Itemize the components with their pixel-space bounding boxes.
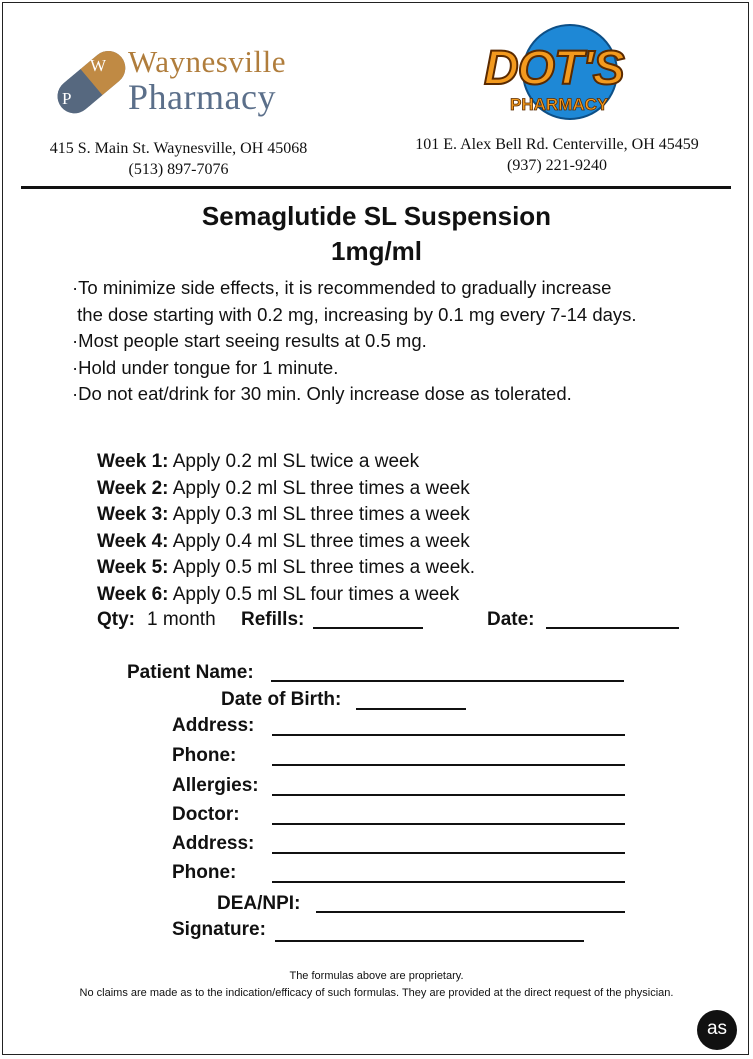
waynesville-pill-logo — [48, 40, 133, 125]
week-label: Week 3: — [97, 504, 169, 525]
svg-text:PHARMACY: PHARMACY — [510, 95, 609, 114]
header-divider — [21, 186, 731, 189]
waynesville-contact — [26, 138, 331, 180]
patient-phone-label: Phone: — [172, 745, 237, 766]
week-dose: Apply 0.4 ml SL three times a week — [168, 530, 470, 552]
waynesville-name-line2: Pharmacy — [128, 77, 276, 117]
refills-label: Refills: — [241, 609, 305, 630]
svg-text:P: P — [62, 89, 72, 108]
instruction-line: the dose starting with 0.2 mg, increasing by 0.1 mg every 7-14 days. — [72, 303, 637, 325]
patient-address-label: Address: — [172, 715, 255, 736]
week-dose: Apply 0.2 ml SL three times a week — [168, 477, 470, 499]
instruction-line: ·To minimize side effects, it is recommended to gradually increase — [72, 277, 612, 298]
week-label: Week 5: — [97, 557, 169, 578]
author-badge: as — [697, 1010, 737, 1050]
schedule-row — [97, 449, 475, 476]
waynesville-address: 415 S. Main St. Waynesville, OH 45068 — [49, 140, 308, 157]
svg-text:DOT'S: DOT'S — [484, 42, 624, 95]
dots-pharmacy-logo — [478, 20, 638, 125]
schedule-row — [97, 555, 475, 582]
week-dose: Apply 0.5 ml SL three times a week. — [168, 557, 476, 578]
product-strength: 1mg/ml — [330, 236, 423, 266]
schedule-row — [97, 582, 475, 609]
instruction-line: ·Do not eat/drink for 30 min. Only increase dose as tolerated. — [72, 383, 572, 404]
dots-phone: (937) 221-9240 — [507, 157, 607, 174]
instructions-list — [72, 275, 637, 408]
week-label: Week 4: — [97, 530, 169, 552]
footer-line2: No claims are made as to the indication/efficacy of such formulas. They are provided at the direct request of the physician. — [79, 987, 674, 999]
week-dose: Apply 0.3 ml SL three times a week — [168, 504, 470, 525]
dea-npi-field[interactable] — [316, 911, 625, 913]
doctor-address-label: Address: — [172, 833, 255, 854]
qty-label: Qty: — [97, 609, 135, 630]
doctor-field[interactable] — [272, 823, 625, 825]
date-label: Date: — [487, 609, 535, 630]
date-of-birth-label: Date of Birth: — [221, 689, 342, 710]
footer-line1: The formulas above are proprietary. — [289, 970, 464, 982]
week-dose: Apply 0.2 ml SL twice a week — [168, 451, 420, 472]
dots-address: 101 E. Alex Bell Rd. Centerville, OH 45459 — [415, 136, 699, 153]
qty-value: 1 month — [147, 609, 216, 630]
week-label: Week 1: — [97, 451, 169, 472]
signature-label: Signature: — [172, 919, 266, 940]
allergies-label: Allergies: — [172, 775, 259, 796]
product-title: Semaglutide SL Suspension — [201, 201, 552, 231]
dosing-schedule — [97, 449, 475, 608]
svg-text:W: W — [90, 56, 107, 75]
week-label: Week 6: — [97, 583, 169, 605]
waynesville-phone: (513) 897-7076 — [128, 161, 229, 178]
instruction-line: ·Hold under tongue for 1 minute. — [72, 356, 339, 378]
week-dose: Apply 0.5 ml SL four times a week — [168, 583, 460, 605]
patient-address-field[interactable] — [272, 734, 625, 736]
patient-name-label: Patient Name: — [127, 662, 254, 683]
schedule-row — [97, 529, 475, 556]
dea-npi-label: DEA/NPI: — [217, 893, 301, 914]
doctor-phone-field[interactable] — [272, 881, 625, 883]
schedule-row — [97, 476, 475, 503]
footer-disclaimer — [0, 968, 753, 1002]
date-of-birth-field[interactable] — [356, 708, 466, 710]
signature-field[interactable] — [275, 940, 584, 942]
doctor-address-field[interactable] — [272, 852, 625, 854]
date-field[interactable] — [546, 627, 679, 629]
week-label: Week 2: — [97, 477, 169, 499]
patient-name-field[interactable] — [271, 680, 624, 682]
dots-contact — [388, 134, 726, 176]
allergies-field[interactable] — [272, 794, 625, 796]
patient-phone-field[interactable] — [272, 764, 625, 766]
doctor-phone-label: Phone: — [172, 862, 237, 883]
waynesville-name-line1: Waynesville — [128, 44, 286, 79]
refills-field[interactable] — [313, 627, 423, 629]
doctor-label: Doctor: — [172, 804, 240, 825]
schedule-row — [97, 502, 475, 529]
instruction-line: ·Most people start seeing results at 0.5 mg. — [72, 330, 427, 351]
